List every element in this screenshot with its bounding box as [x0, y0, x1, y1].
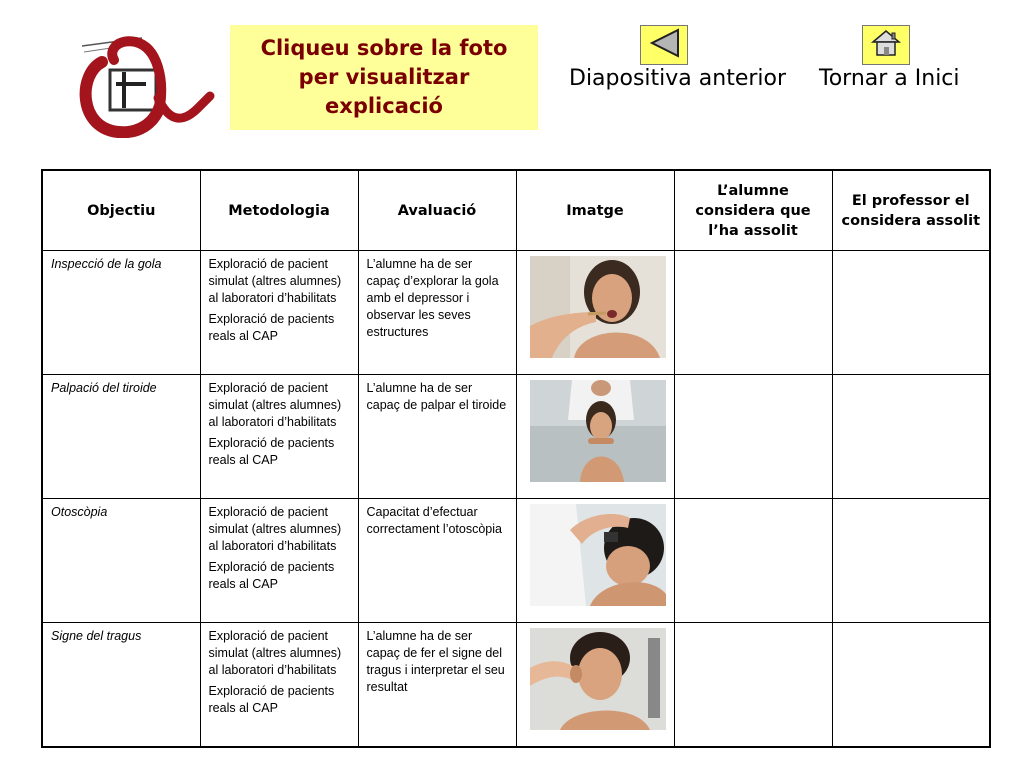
header-student-assessment: L’alumne considera que l’ha assolit — [674, 170, 832, 251]
methodology-item: Exploració de pacients reals al CAP — [208, 436, 335, 467]
home-label[interactable]: Tornar a Inici — [819, 66, 960, 91]
evaluation-cell: L’alumne ha de ser capaç de fer el signe del tragus i interpretar el seu resultat — [358, 623, 516, 748]
table-row — [42, 499, 990, 623]
instruction-box — [230, 25, 538, 130]
methodology-item: Exploració de pacient simulat (altres alumnes) al laboratori d’habilitats — [208, 257, 342, 305]
teacher-assessment-cell[interactable] — [832, 499, 990, 623]
thyroid-palpation-photo[interactable] — [530, 380, 666, 482]
header-objective: Objectiu — [42, 170, 200, 251]
table-row — [42, 375, 990, 499]
instruction-line: Cliqueu sobre la foto — [260, 36, 508, 60]
objective-cell: Otoscòpia — [42, 499, 200, 623]
evaluation-cell: Capacitat d’efectuar correctament l’otoscòpia — [358, 499, 516, 623]
objectives-table — [41, 169, 991, 748]
teacher-assessment-cell[interactable] — [832, 623, 990, 748]
house-icon — [869, 27, 903, 64]
student-assessment-cell[interactable] — [674, 623, 832, 748]
university-logo — [72, 28, 220, 138]
methodology-item: Exploració de pacient simulat (altres alumnes) al laboratori d’habilitats — [208, 505, 342, 553]
header-evaluation: Avaluació — [358, 170, 516, 251]
methodology-item: Exploració de pacients reals al CAP — [208, 312, 335, 343]
table-row — [42, 623, 990, 748]
student-assessment-cell[interactable] — [674, 499, 832, 623]
objective-cell: Palpació del tiroide — [42, 375, 200, 499]
previous-slide-label[interactable]: Diapositiva anterior — [569, 66, 787, 91]
header-teacher-assessment: El professor el considera assolit — [832, 170, 990, 251]
teacher-assessment-cell[interactable] — [832, 251, 990, 375]
previous-slide-button[interactable] — [640, 25, 688, 65]
methodology-cell — [200, 623, 358, 748]
tragus-sign-photo[interactable] — [530, 628, 666, 730]
instruction-line: explicació — [325, 94, 443, 118]
image-cell — [516, 499, 674, 623]
image-cell — [516, 251, 674, 375]
instruction-line: per visualitzar — [298, 65, 470, 89]
triangle-left-icon — [646, 27, 682, 64]
methodology-cell — [200, 375, 358, 499]
methodology-item: Exploració de pacient simulat (altres alumnes) al laboratori d’habilitats — [208, 381, 342, 429]
evaluation-cell: L’alumne ha de ser capaç d’explorar la gola amb el depressor i observar les seves estructures — [358, 251, 516, 375]
otoscopy-photo[interactable] — [530, 504, 666, 606]
student-assessment-cell[interactable] — [674, 251, 832, 375]
header-image: Imatge — [516, 170, 674, 251]
methodology-item: Exploració de pacients reals al CAP — [208, 560, 335, 591]
student-assessment-cell[interactable] — [674, 375, 832, 499]
objective-cell: Signe del tragus — [42, 623, 200, 748]
methodology-cell — [200, 251, 358, 375]
throat-inspection-photo[interactable] — [530, 256, 666, 358]
home-button[interactable] — [862, 25, 910, 65]
evaluation-cell: L’alumne ha de ser capaç de palpar el tiroide — [358, 375, 516, 499]
methodology-item: Exploració de pacients reals al CAP — [208, 684, 335, 715]
table-row — [42, 251, 990, 375]
methodology-cell — [200, 499, 358, 623]
teacher-assessment-cell[interactable] — [832, 375, 990, 499]
header-methodology: Metodologia — [200, 170, 358, 251]
objective-cell: Inspecció de la gola — [42, 251, 200, 375]
table-header-row — [42, 170, 990, 251]
image-cell — [516, 623, 674, 748]
image-cell — [516, 375, 674, 499]
methodology-item: Exploració de pacient simulat (altres alumnes) al laboratori d’habilitats — [208, 629, 342, 677]
